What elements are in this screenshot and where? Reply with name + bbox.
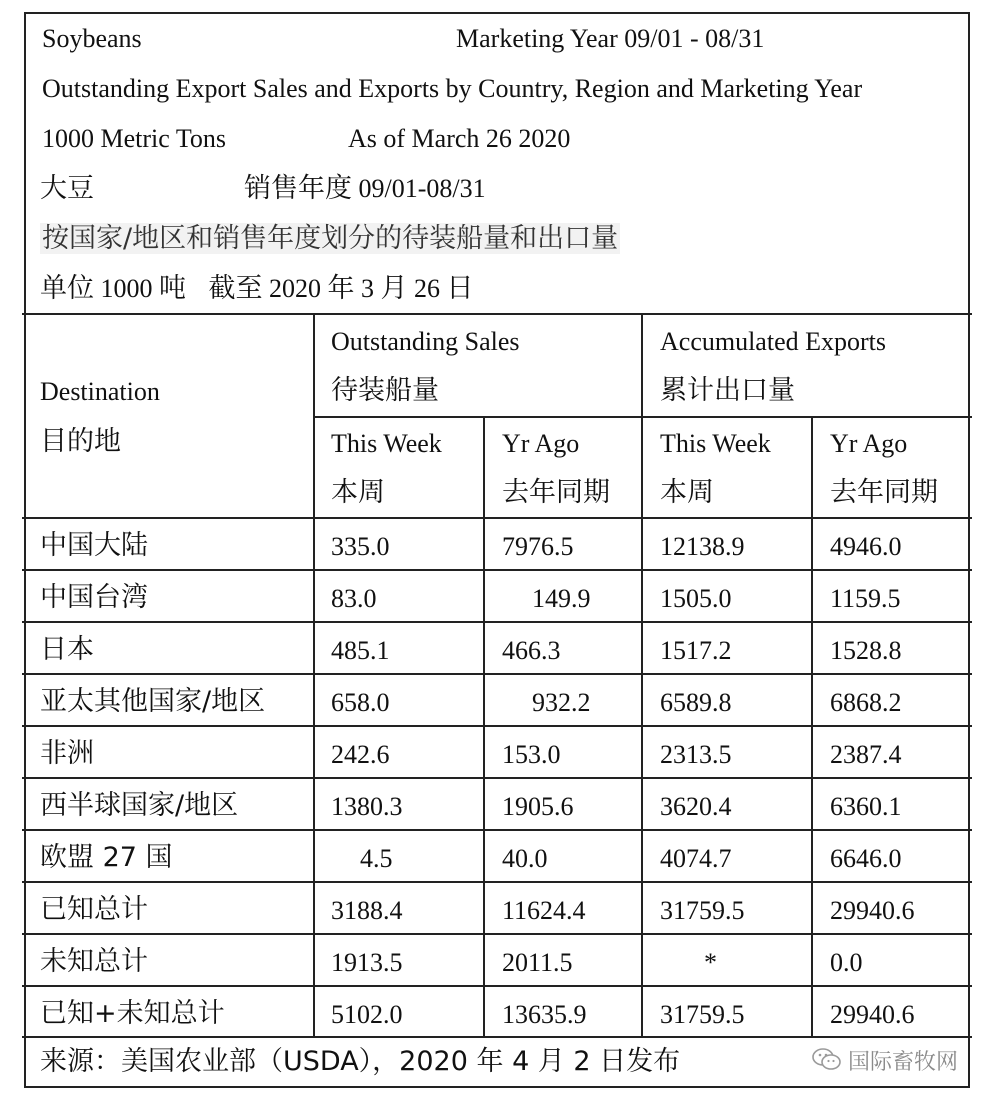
source-note: 来源：美国农业部（USDA），2020 年 4 月 2 日发布: [40, 1046, 681, 1077]
cell-os-yr-ago: 40.0: [502, 844, 548, 873]
row-label: 已知+未知总计: [40, 998, 225, 1029]
cell-ae-this-week: 31759.5: [660, 1000, 745, 1029]
marketing-year-en: Marketing Year 09/01 - 08/31: [456, 24, 765, 53]
os-yr-ago-en: Yr Ago: [502, 429, 580, 458]
rule-footer-top: [22, 1036, 972, 1038]
unit-and-date-cn: 单位 1000 吨 截至 2020 年 3 月 26 日: [40, 273, 474, 304]
cell-ae-this-week: 1505.0: [660, 584, 732, 613]
commodity-en: Soybeans: [42, 24, 142, 53]
cell-ae-this-week: 6589.8: [660, 688, 732, 717]
destination-header-en: Destination: [40, 377, 160, 406]
cell-ae-yr-ago: 0.0: [830, 948, 863, 977]
rule-header-bottom: [22, 313, 972, 315]
row-label: 非洲: [40, 738, 94, 769]
subtitle-en: Outstanding Export Sales and Exports by Country, Region and Marketing Year: [42, 74, 863, 103]
cell-os-this-week: 4.5: [360, 844, 393, 873]
cell-os-yr-ago: 149.9: [532, 584, 591, 613]
cell-ae-this-week: 1517.2: [660, 636, 732, 665]
cell-os-this-week: 3188.4: [331, 896, 403, 925]
cell-os-yr-ago: 2011.5: [502, 948, 573, 977]
cell-ae-yr-ago: 29940.6: [830, 1000, 915, 1029]
cell-os-this-week: 1913.5: [331, 948, 403, 977]
rule-row: [22, 829, 972, 831]
rule-row: [22, 725, 972, 727]
os-this-week-cn: 本周: [331, 477, 385, 508]
cell-ae-yr-ago: 6360.1: [830, 792, 902, 821]
cell-os-yr-ago: 11624.4: [502, 896, 586, 925]
row-label: 已知总计: [40, 894, 148, 925]
cell-os-this-week: 335.0: [331, 532, 390, 561]
row-label: 未知总计: [40, 946, 148, 977]
cell-os-this-week: 1380.3: [331, 792, 403, 821]
outstanding-header-cn: 待装船量: [331, 375, 439, 406]
wechat-icon: [812, 1047, 842, 1071]
rule-row: [22, 673, 972, 675]
outstanding-header-en: Outstanding Sales: [331, 327, 520, 356]
cell-ae-yr-ago: 4946.0: [830, 532, 902, 561]
cell-ae-this-week: 31759.5: [660, 896, 745, 925]
cell-ae-yr-ago: 2387.4: [830, 740, 902, 769]
cell-ae-yr-ago: 6868.2: [830, 688, 902, 717]
ae-this-week-en: This Week: [660, 429, 771, 458]
cell-os-this-week: 83.0: [331, 584, 377, 613]
cell-ae-yr-ago: 1159.5: [830, 584, 901, 613]
destination-header-cn: 目的地: [40, 426, 121, 457]
cell-ae-yr-ago: 1528.8: [830, 636, 902, 665]
cell-os-yr-ago: 932.2: [532, 688, 591, 717]
cell-os-this-week: 485.1: [331, 636, 390, 665]
cell-ae-this-week: 12138.9: [660, 532, 745, 561]
cell-os-yr-ago: 7976.5: [502, 532, 574, 561]
accumulated-header-en: Accumulated Exports: [660, 327, 886, 356]
as-of-en: As of March 26 2020: [348, 124, 571, 153]
rule-row: [22, 933, 972, 935]
row-label: 日本: [40, 634, 94, 665]
cell-ae-yr-ago: 6646.0: [830, 844, 902, 873]
cell-ae-this-week: 3620.4: [660, 792, 732, 821]
row-label: 欧盟 27 国: [40, 842, 173, 873]
rule-row: [22, 985, 972, 987]
cell-ae-this-week: 4074.7: [660, 844, 732, 873]
col-divider: [483, 416, 485, 1036]
row-label: 中国大陆: [40, 530, 148, 561]
col-divider: [641, 313, 643, 1036]
cell-os-this-week: 242.6: [331, 740, 390, 769]
cell-os-yr-ago: 153.0: [502, 740, 561, 769]
row-label: 亚太其他国家/地区: [40, 686, 266, 717]
cell-os-this-week: 658.0: [331, 688, 390, 717]
col-divider: [313, 313, 315, 1036]
row-label: 中国台湾: [40, 582, 148, 613]
accumulated-header-cn: 累计出口量: [660, 375, 795, 406]
os-yr-ago-cn: 去年同期: [502, 477, 610, 508]
watermark-text: 国际畜牧网: [848, 1050, 959, 1075]
cell-ae-this-week: 2313.5: [660, 740, 732, 769]
cell-ae-yr-ago: 29940.6: [830, 896, 915, 925]
col-divider: [811, 416, 813, 1036]
row-label: 西半球国家/地区: [40, 790, 239, 821]
cell-os-yr-ago: 13635.9: [502, 1000, 587, 1029]
subtitle-cn: 按国家/地区和销售年度划分的待装船量和出口量: [42, 223, 619, 254]
ae-this-week-cn: 本周: [660, 477, 714, 508]
table-frame: [24, 12, 970, 1088]
unit-en: 1000 Metric Tons: [42, 124, 227, 153]
rule-thead-bottom: [22, 517, 972, 519]
rule-row: [22, 777, 972, 779]
os-this-week-en: This Week: [331, 429, 442, 458]
rule-row: [22, 621, 972, 623]
commodity-cn: 大豆: [40, 173, 94, 204]
cell-os-this-week: 5102.0: [331, 1000, 403, 1029]
cell-os-yr-ago: 466.3: [502, 636, 561, 665]
rule-row: [22, 569, 972, 571]
ae-yr-ago-en: Yr Ago: [830, 429, 908, 458]
cell-os-yr-ago: 1905.6: [502, 792, 574, 821]
marketing-year-cn: 销售年度 09/01-08/31: [244, 173, 486, 204]
rule-row: [22, 881, 972, 883]
ae-yr-ago-cn: 去年同期: [830, 477, 938, 508]
cell-ae-this-week: *: [704, 948, 717, 977]
